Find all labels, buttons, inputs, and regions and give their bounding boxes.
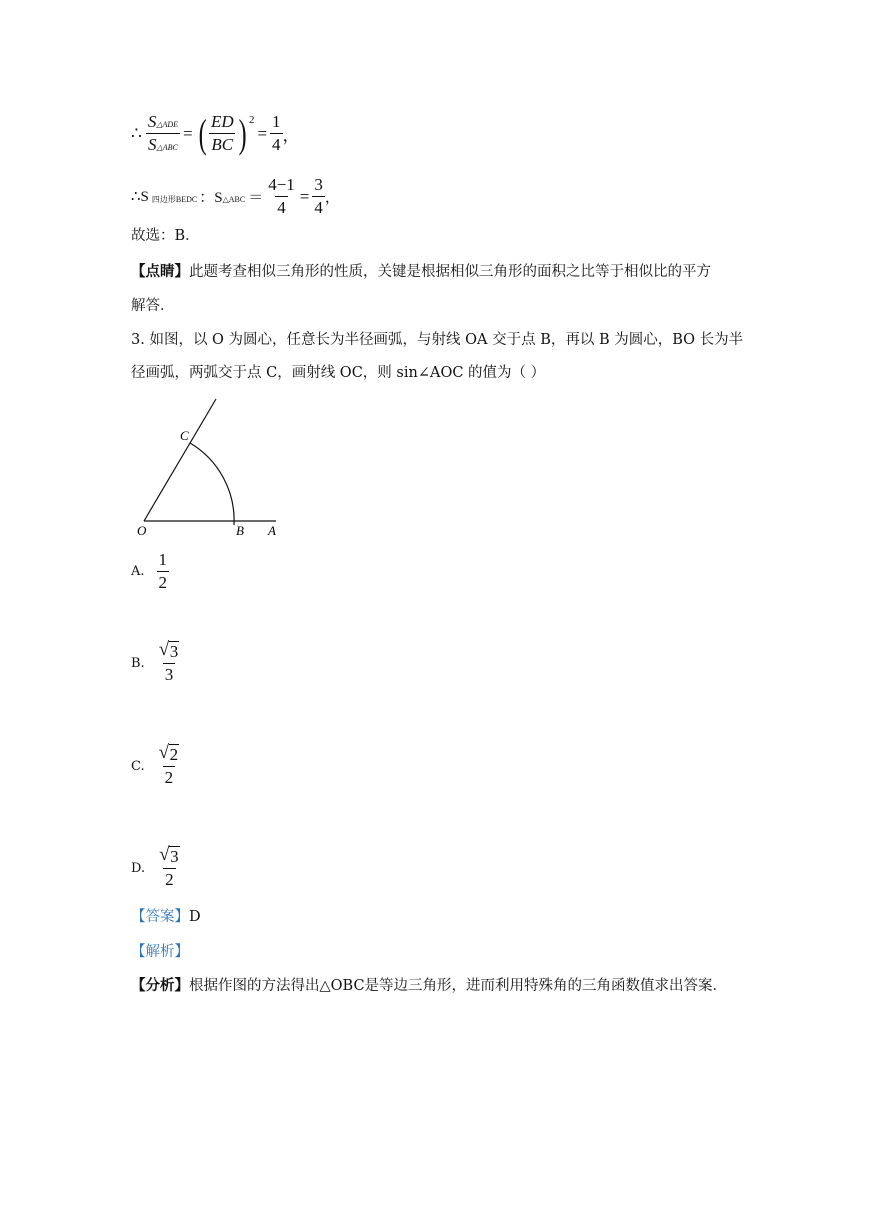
geometry-figure	[130, 395, 290, 545]
option-c[interactable]	[131, 742, 181, 788]
option-c-fraction: √ 2 2	[158, 742, 179, 787]
label-C: C	[180, 428, 189, 443]
three-quarters-fraction: $\frac{3}{4}$	[314, 175, 323, 217]
sqrt-symbol: √ 3	[159, 844, 179, 866]
fenxi-line: 【分析】根据作图的方法得出△OBC是等边三角形，进而利用特殊角的三角函数值求出答案．	[131, 977, 728, 994]
left-paren: (	[198, 110, 207, 156]
option-b[interactable]	[131, 639, 181, 685]
area-ratio-fraction: $\frac{\text{S△ADE}}{\text{S△ABC}}$	[147, 112, 179, 154]
option-letter: D.	[131, 860, 146, 876]
option-b-fraction: √ 3 3	[158, 639, 179, 684]
exponent: 2	[248, 114, 255, 126]
option-d-fraction: √ 3 2	[159, 844, 179, 889]
therefore-symbol: ∴	[131, 123, 142, 143]
answer-value: D	[189, 909, 201, 925]
label-B: B	[236, 523, 244, 538]
question-line-2: 径画弧，两弧交于点 C，画射线 OC，则 sin∠AOC 的值为（ ）	[131, 365, 546, 381]
sqrt-symbol: √ 2	[158, 742, 179, 764]
sqrt-symbol: √ 3	[158, 639, 179, 661]
analysis-tag: 【解析】	[131, 944, 189, 960]
choose-line: 故选：B．	[131, 228, 200, 244]
answer-tag: 【答案】	[131, 909, 189, 925]
label-O: O	[137, 523, 147, 538]
option-d[interactable]	[131, 844, 182, 890]
fraction-4-minus-1-over-4: $\frac{4-1}{4}$	[268, 175, 295, 217]
option-a-fraction: $\frac{1}{2}$	[158, 550, 168, 592]
answer-line	[131, 907, 201, 927]
right-paren: )	[238, 110, 247, 156]
comment-tag: 【点睛】	[131, 263, 189, 280]
similarity-ratio-fraction: $\frac{ED}{BC}$	[210, 112, 234, 154]
option-letter: B.	[131, 655, 145, 671]
quadrilateral-area-formula: ∴S 四边形BEDC ：S △ABC ＝ $\frac{4-1}{4}$ = $\frac{3}{4}$ ，	[131, 175, 340, 217]
label-A: A	[268, 523, 276, 538]
option-letter: A.	[131, 563, 145, 579]
option-a[interactable]	[131, 550, 169, 593]
fenxi-tag: 【分析】	[131, 977, 189, 994]
question-line-1: 3. 如图，以 O 为圆心，任意长为半径画弧，与射线 OA 交于点 B，再以 B 为圆心，BO 长为半	[131, 332, 744, 348]
ray-OC	[144, 399, 216, 521]
one-quarter-fraction: $\frac{1}{4}$	[272, 112, 281, 154]
option-letter: C.	[131, 758, 145, 774]
area-ratio-formula: ∴ $\frac{\text{S△ADE}}{\text{S△ABC}}$ = ( $\frac{ED}{BC}$ ) 2 = $\frac{1}{4}$ ，	[131, 110, 300, 156]
arc-BC	[190, 443, 234, 525]
comment-line-1: 【点睛】此题考查相似三角形的性质，关键是根据相似三角形的面积之比等于相似比的平方	[131, 263, 711, 280]
comment-line-2: 解答．	[131, 298, 175, 314]
